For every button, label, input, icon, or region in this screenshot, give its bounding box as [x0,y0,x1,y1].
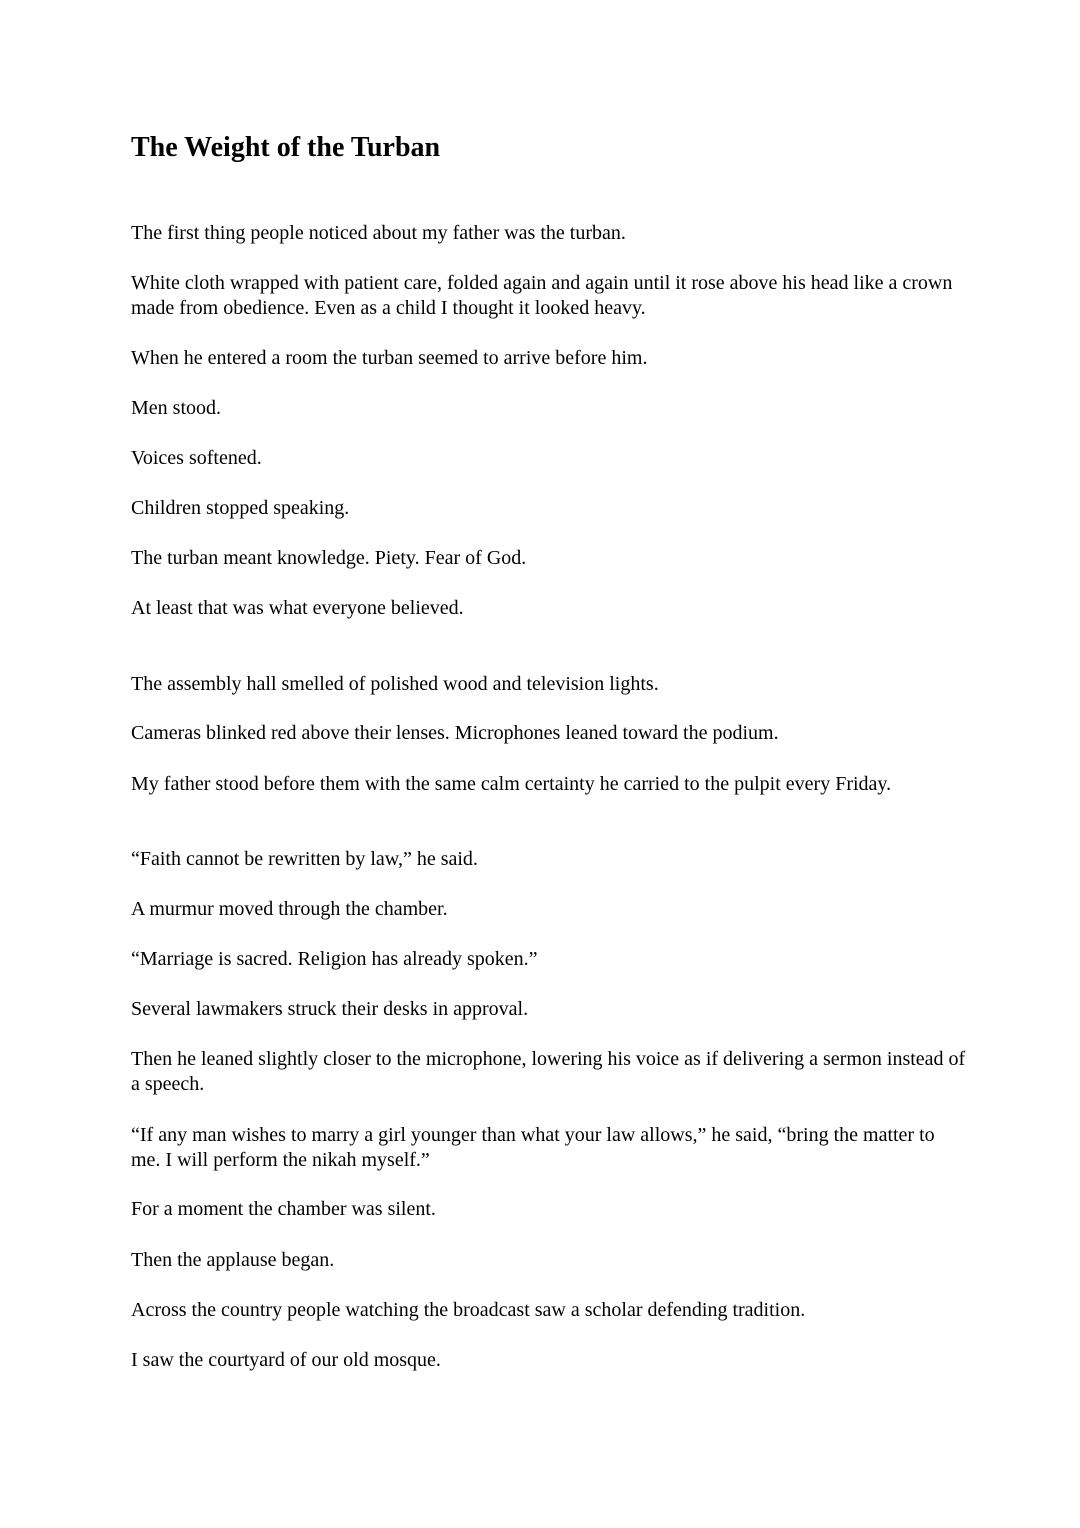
paragraph: Cameras blinked red above their lenses. Microphones leaned toward the podium. [131,722,779,744]
paragraph: White cloth wrapped with patient care, folded again and again until it rose above his head like a crown made from obedience. Even as a child I thought it looked heavy. [131,272,953,319]
paragraph: “Faith cannot be rewritten by law,” he said. [131,848,478,870]
paragraph: The first thing people noticed about my father was the turban. [131,222,626,244]
document-title: The Weight of the Turban [131,132,441,163]
paragraph: “Marriage is sacred. Religion has already spoken.” [131,948,538,970]
paragraph: Children stopped speaking. [131,497,350,519]
paragraph: The turban meant knowledge. Piety. Fear of God. [131,547,527,569]
paragraph: A murmur moved through the chamber. [131,898,448,920]
paragraph: At least that was what everyone believed. [131,597,464,619]
paragraph: Voices softened. [131,447,262,469]
paragraph: Then he leaned slightly closer to the microphone, lowering his voice as if delivering a sermon instead of a speech. [131,1048,966,1095]
paragraph: For a moment the chamber was silent. [131,1198,436,1220]
paragraph: I saw the courtyard of our old mosque. [131,1349,441,1371]
paragraph: Across the country people watching the broadcast saw a scholar defending tradition. [131,1299,806,1321]
paragraph: Men stood. [131,397,221,419]
paragraph: My father stood before them with the same calm certainty he carried to the pulpit every Friday. [131,773,892,795]
paragraph: “If any man wishes to marry a girl younger than what your law allows,” he said, “bring the matter to me. I will perform the nikah myself.” [131,1124,935,1171]
paragraph: When he entered a room the turban seemed to arrive before him. [131,347,648,369]
paragraph: Then the applause began. [131,1249,335,1271]
paragraph: Several lawmakers struck their desks in approval. [131,998,529,1020]
paragraph: The assembly hall smelled of polished wood and television lights. [131,673,659,695]
